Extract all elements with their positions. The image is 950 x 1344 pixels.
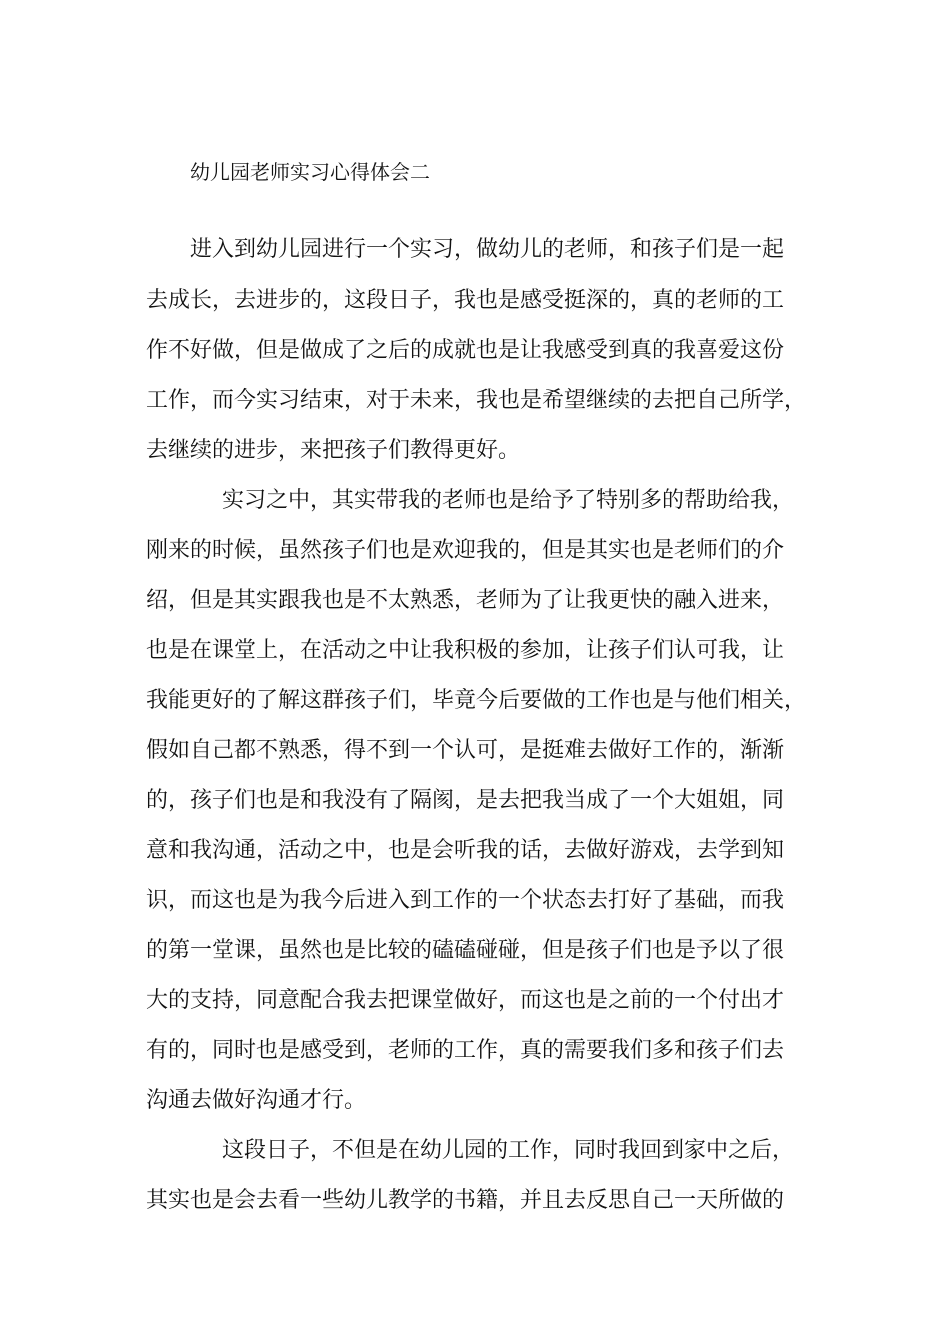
text-line-1: 进入到幼儿园进行一个实习，做幼儿的老师，和孩子们是一起 — [190, 237, 785, 262]
text-line-3: 作不好做，但是做成了之后的成就也是让我感受到真的我喜爱这份 — [146, 338, 785, 363]
text-line-15: 的第一堂课，虽然也是比较的磕磕碰碰，但是孩子们也是予以了很 — [146, 938, 785, 963]
text-line-6: 实习之中，其实带我的老师也是给予了特别多的帮助给我， — [222, 488, 795, 513]
text-line-2: 去成长，去进步的，这段日子，我也是感受挺深的，真的老师的工 — [146, 288, 785, 313]
text-line-14: 识，而这也是为我今后进入到工作的一个状态去打好了基础，而我 — [146, 888, 785, 913]
text-line-5: 去继续的进步，来把孩子们教得更好。 — [146, 438, 521, 463]
text-line-20: 其实也是会去看一些幼儿教学的书籍，并且去反思自己一天所做的 — [146, 1188, 785, 1213]
text-line-16: 大的支持，同意配合我去把课堂做好，而这也是之前的一个付出才 — [146, 988, 785, 1013]
text-line-9: 也是在课堂上，在活动之中让我积极的参加，让孩子们认可我，让 — [146, 638, 785, 663]
document-title: 幼儿园老师实习心得体会二 — [190, 160, 430, 184]
text-line-18: 沟通去做好沟通才行。 — [146, 1088, 367, 1113]
text-line-10: 我能更好的了解这群孩子们，毕竟今后要做的工作也是与他们相关， — [146, 688, 807, 713]
text-line-7: 刚来的时候，虽然孩子们也是欢迎我的，但是其实也是老师们的介 — [146, 538, 785, 563]
text-line-19: 这段日子，不但是在幼儿园的工作，同时我回到家中之后， — [222, 1138, 795, 1163]
text-line-8: 绍，但是其实跟我也是不太熟悉，老师为了让我更快的融入进来， — [146, 588, 785, 613]
text-line-11: 假如自己都不熟悉，得不到一个认可，是挺难去做好工作的，渐渐 — [146, 738, 785, 763]
text-line-12: 的，孩子们也是和我没有了隔阂，是去把我当成了一个大姐姐，同 — [146, 788, 785, 813]
text-line-4: 工作，而今实习结束，对于未来，我也是希望继续的去把自己所学， — [146, 388, 807, 413]
text-line-17: 有的，同时也是感受到，老师的工作，真的需要我们多和孩子们去 — [146, 1038, 785, 1063]
text-line-13: 意和我沟通，活动之中，也是会听我的话，去做好游戏，去学到知 — [146, 838, 785, 863]
